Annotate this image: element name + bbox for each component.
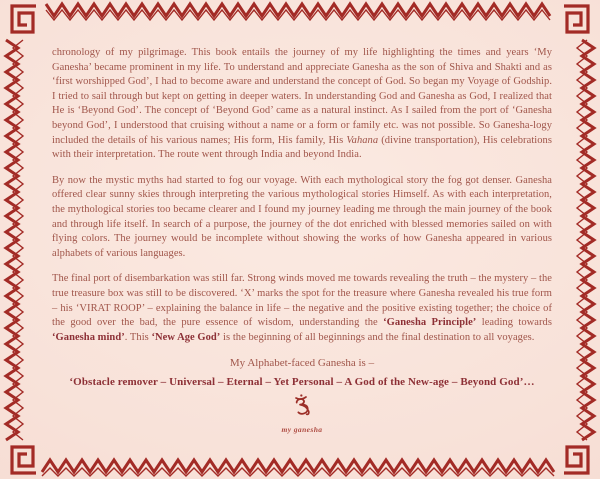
paragraph-3-text-a: The final port of disembarkation was still far. Strong winds moved me towards revealing the truth – the mystery – the true treasure box was still to be discovered. ‘X’ marks the spot for the treasure where Ganesha revealed his true form – his ‘VIRAT ROOP’ – explaining the balance in life – the negative and the positive existing together; the choice of the good over the bad, the pure essence of wisdom, understanding the (52, 273, 552, 329)
paragraph-1-text-b: (divine transportation), His celebrations with their interpretation. The route went through India and beyond India. (52, 134, 552, 161)
body-paragraph-1 (52, 46, 552, 163)
paragraph-3-bold-new-age-god: ‘New Age God’ (151, 331, 221, 343)
tagline: My Alphabet-faced Ganesha is – (229, 357, 375, 370)
body-paragraph-3 (52, 272, 552, 345)
paragraph-3-text-b: leading towards (476, 317, 552, 329)
page-content (52, 46, 552, 434)
body-paragraph-2: By now the mystic myths had started to fog our voyage. With each mythological story the fog got denser. Ganesha offered clear sunny skies through interpreting the various mythological stories Himself. As with each interpretation, the mythological stories too became clearer and I found my journey leading me through the main journey of the book and through life itself. In search of a purpose, the journey of the dot enriched with blessed memories sailed on with flying colors. The journey would be incomplete without showing the works of how Ganesha appeared in various alphabets of various languages. (52, 174, 552, 259)
closing-quote: ‘Obstacle remover – Universal – Eternal – Yet Personal – A God of the New-age – Beyond God’… (69, 376, 535, 389)
om-icon (52, 393, 552, 419)
paragraph-3-text-d: is the beginning of all beginnings and the final destination to all voyages. (220, 331, 535, 343)
paragraph-3-bold-ganesha-principle: ‘Ganesha Principle’ (383, 317, 477, 329)
paragraph-3-bold-ganesha-mind: ‘Ganesha mind’ (52, 331, 125, 343)
border-corner-top-left (12, 6, 36, 32)
border-corner-top-right (564, 6, 588, 32)
border-zigzag-right-main (582, 40, 594, 440)
border-corner-bottom-right (564, 447, 588, 473)
publisher-imprint: my ganesha (281, 425, 323, 435)
border-zigzag-bottom-main (42, 460, 554, 472)
paragraph-1-text-a: chronology of my pilgrimage. This book entails the journey of my life highlighting the times and years ‘My Ganesha’ became prominent in my life. To understand and appreciate Ganesha as the son of Shiva and Shakti and as ‘first worshipped God’, I had to become aware and understand the concept of God. So began my Voyage of Godship. I tried to sail through but kept on getting in deeper waters. In understanding God and Ganesha as God, I realized that He is ‘Beyond God’. The concept of ‘Beyond God’ came as a natural instinct. As I sailed from the port of ‘Ganesha beyond God’, I understood that cruising without a name or a form or family etc. was not possible. So Ganesha-logy included the details of his various names; His form, His family, His (52, 47, 552, 146)
border-corner-bottom-left (12, 447, 36, 473)
paragraph-1-italic-vahana: Vahana (346, 134, 379, 146)
paragraph-3-text-c: . This (124, 331, 152, 343)
